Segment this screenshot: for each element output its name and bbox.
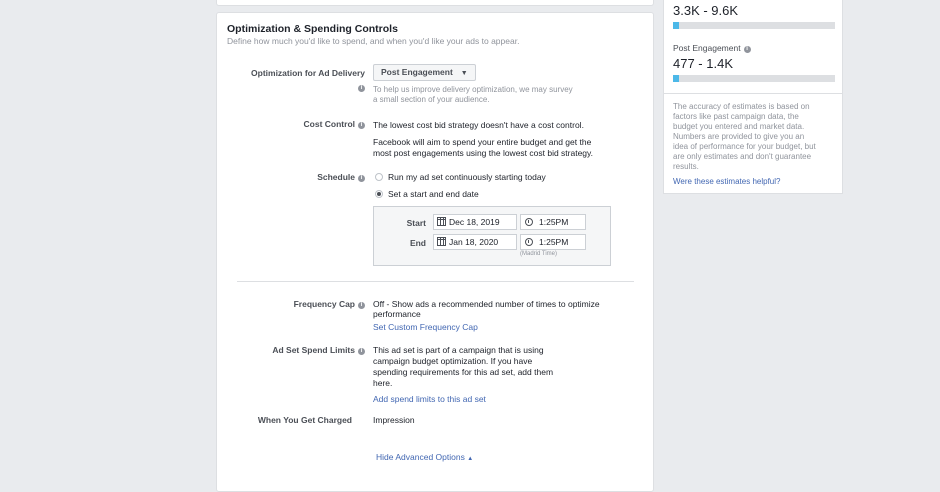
estimates-feedback-link[interactable]: Were these estimates helpful? (673, 177, 781, 186)
clock-icon (525, 218, 533, 226)
disclaimer-line: Numbers are provided to give you an (673, 132, 805, 141)
disclaimer-line: are only estimates and don't guarantee (673, 152, 812, 161)
charged-value: Impression (373, 415, 415, 425)
start-time-value: 1:25PM (539, 217, 569, 227)
caret-up-icon: ▲ (467, 456, 474, 462)
end-time-value: 1:25PM (539, 237, 569, 247)
engagement-bar (673, 75, 835, 82)
set-frequency-cap-link[interactable]: Set Custom Frequency Cap (373, 322, 478, 332)
engagement-range: 477 - 1.4K (673, 56, 733, 71)
estimates-disclaimer (673, 102, 816, 172)
spend-limits-text-line1: This ad set is part of a campaign that is using (373, 345, 544, 355)
info-icon[interactable]: i (358, 122, 365, 129)
engagement-label: Post Engagement i (673, 43, 751, 53)
disclaimer-line: The accuracy of estimates is based on (673, 102, 810, 111)
spend-limits-text-line2: campaign budget optimization. If you have (373, 356, 533, 366)
info-icon[interactable]: i (358, 175, 365, 182)
previous-card-bottom (216, 0, 654, 6)
start-label: Start (406, 218, 426, 228)
schedule-start-end-radio[interactable] (375, 190, 383, 198)
end-date-field[interactable] (433, 234, 517, 250)
optimization-dropdown-value: Post Engagement (381, 67, 453, 77)
spend-limits-label: Ad Set Spend Limits i (272, 345, 365, 355)
schedule-continuous-label[interactable]: Run my ad set continuously starting today (388, 172, 546, 182)
hide-advanced-options-label: Hide Advanced Options (376, 452, 465, 462)
end-label: End (409, 238, 426, 248)
engagement-bar-fill (673, 75, 679, 82)
hide-advanced-options-link[interactable] (376, 452, 473, 462)
start-date-field[interactable] (433, 214, 517, 230)
disclaimer-line: factors like past campaign data, the (673, 112, 799, 121)
frequency-cap-text-line1: Off - Show ads a recommended number of times to optimize (373, 299, 600, 309)
charged-label: When You Get Charged (257, 415, 352, 425)
schedule-start-end-label[interactable]: Set a start and end date (388, 189, 479, 199)
estimates-divider (663, 93, 843, 94)
schedule-label: Schedule i (317, 172, 365, 182)
cost-control-detail-line1: Facebook will aim to spend your entire budget and get the (373, 137, 592, 147)
caret-down-icon: ▼ (460, 70, 468, 77)
spend-limits-text-line4: here. (373, 378, 393, 388)
add-spend-limits-link[interactable]: Add spend limits to this ad set (373, 394, 486, 404)
disclaimer-line: idea of performance for your budget, but (673, 142, 816, 151)
disclaimer-line: results. (673, 162, 699, 171)
schedule-continuous-radio[interactable] (375, 173, 383, 181)
end-date-value: Jan 18, 2020 (449, 237, 499, 247)
optimization-note-line2: a small section of your audience. (373, 95, 490, 104)
optimization-note-line1: To help us improve delivery optimization, we may survey (373, 85, 573, 94)
reach-range: 3.3K - 9.6K (673, 3, 739, 18)
cost-control-label: Cost Control i (304, 119, 365, 129)
optimization-label: Optimization for Ad Delivery (251, 68, 365, 78)
calendar-icon (437, 217, 446, 226)
cost-control-detail-line2: most post engagements using the lowest cost bid strategy. (373, 148, 594, 158)
clock-icon (525, 238, 533, 246)
start-time-field[interactable] (520, 214, 586, 230)
reach-bar (673, 22, 835, 29)
reach-bar-fill (673, 22, 679, 29)
info-icon[interactable]: i (744, 46, 751, 53)
optimization-dropdown[interactable] (373, 64, 476, 81)
info-icon[interactable]: i (358, 302, 365, 309)
section-subtitle: Define how much you'd like to spend, and when you'd like your ads to appear. (227, 36, 520, 46)
cost-control-text: The lowest cost bid strategy doesn't have a cost control. (373, 120, 584, 130)
spend-limits-text-line3: spending requirements for this ad set, add them (373, 367, 554, 377)
section-title: Optimization & Spending Controls (227, 23, 398, 35)
timezone-note: (Madrid Time) (520, 251, 558, 257)
section-divider (237, 281, 634, 282)
info-icon[interactable]: i (358, 348, 365, 355)
optimization-info-icon[interactable]: i (355, 77, 365, 95)
end-time-field[interactable] (520, 234, 586, 250)
frequency-cap-label: Frequency Cap i (294, 299, 365, 309)
calendar-icon (437, 237, 446, 246)
start-date-value: Dec 18, 2019 (449, 217, 500, 227)
frequency-cap-text-line2: performance (373, 309, 421, 319)
disclaimer-line: budget you entered and market data. (673, 122, 805, 131)
